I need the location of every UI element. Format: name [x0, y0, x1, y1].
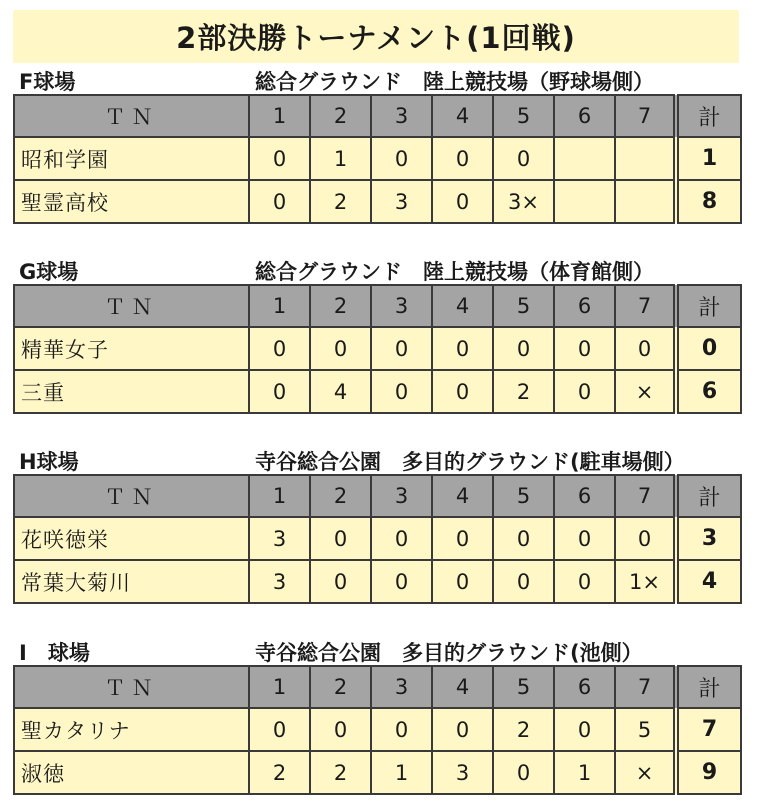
inning-header: 3 [371, 285, 432, 327]
team-row [14, 370, 741, 413]
total-score: 9 [676, 751, 741, 794]
inning-header: 4 [432, 475, 493, 517]
inning-header: 5 [493, 285, 554, 327]
team-name: 花咲徳栄 [14, 517, 249, 560]
inning-score: 0 [615, 517, 676, 560]
inning-header: 2 [310, 95, 371, 137]
team-name: 聖霊高校 [14, 180, 249, 223]
inning-score [615, 180, 676, 223]
inning-score: 2 [310, 751, 371, 794]
team-column-header: ＴＮ [14, 95, 249, 137]
inning-score: 0 [554, 370, 615, 413]
header-row [14, 475, 741, 517]
team-row [14, 560, 741, 603]
inning-score: 0 [554, 517, 615, 560]
total-score: 7 [676, 708, 741, 751]
total-score: 3 [676, 517, 741, 560]
inning-score: 0 [432, 327, 493, 370]
field-label: G球場 [19, 260, 79, 284]
inning-header: 5 [493, 95, 554, 137]
inning-score: 3 [249, 560, 310, 603]
field-section [13, 637, 778, 795]
inning-score: 0 [432, 708, 493, 751]
inning-score: 1× [615, 560, 676, 603]
team-name: 精華女子 [14, 327, 249, 370]
scoreboard-table [13, 665, 742, 795]
inning-score: 0 [554, 560, 615, 603]
team-row [14, 327, 741, 370]
inning-score: 0 [432, 560, 493, 603]
inning-header: 7 [615, 475, 676, 517]
inning-score: 0 [310, 560, 371, 603]
inning-score: 0 [432, 137, 493, 180]
total-score: 0 [676, 327, 741, 370]
inning-score: 2 [493, 708, 554, 751]
inning-score: 0 [432, 370, 493, 413]
inning-score: 1 [310, 137, 371, 180]
inning-score: 0 [493, 560, 554, 603]
inning-header: 1 [249, 285, 310, 327]
total-header: 計 [676, 475, 741, 517]
page-title: 2部決勝トーナメント(1回戦) [13, 10, 739, 63]
team-row [14, 708, 741, 751]
total-score: 1 [676, 137, 741, 180]
inning-score: 0 [432, 517, 493, 560]
inning-score: 0 [249, 370, 310, 413]
team-name: 淑徳 [14, 751, 249, 794]
inning-score [615, 137, 676, 180]
inning-score: 0 [310, 517, 371, 560]
inning-score: 0 [249, 327, 310, 370]
inning-header: 1 [249, 666, 310, 708]
inning-score: 2 [493, 370, 554, 413]
scoreboard-table [13, 94, 742, 224]
total-score: 6 [676, 370, 741, 413]
inning-score: 0 [371, 370, 432, 413]
field-label: F球場 [19, 70, 76, 94]
total-header: 計 [676, 95, 741, 137]
inning-header: 7 [615, 95, 676, 137]
inning-score: 0 [371, 327, 432, 370]
venue-label: 寺谷総合公園 多目的グラウンド(池側） [255, 641, 643, 665]
inning-score: 0 [493, 327, 554, 370]
inning-score: 4 [310, 370, 371, 413]
inning-score: 2 [249, 751, 310, 794]
venue-label: 総合グラウンド 陸上競技場（野球場側） [255, 70, 654, 94]
header-row [14, 666, 741, 708]
inning-score: 0 [554, 327, 615, 370]
inning-header: 7 [615, 285, 676, 327]
inning-score: 3 [432, 751, 493, 794]
field-section [13, 446, 778, 604]
header-row [14, 285, 741, 327]
field-label: H球場 [19, 450, 79, 474]
inning-score: 0 [554, 708, 615, 751]
inning-header: 2 [310, 475, 371, 517]
section-header [13, 256, 778, 282]
inning-header: 7 [615, 666, 676, 708]
scoreboard-table [13, 284, 742, 414]
team-column-header: ＴＮ [14, 285, 249, 327]
inning-score: 0 [432, 180, 493, 223]
inning-header: 1 [249, 95, 310, 137]
inning-score: 3× [493, 180, 554, 223]
team-name: 昭和学園 [14, 137, 249, 180]
inning-score: 1 [371, 751, 432, 794]
field-section [13, 256, 778, 414]
inning-score: × [615, 370, 676, 413]
scoreboard-table [13, 474, 742, 604]
section-header [13, 66, 778, 92]
inning-score: 0 [371, 137, 432, 180]
inning-header: 1 [249, 475, 310, 517]
inning-score: 0 [249, 708, 310, 751]
inning-score: 5 [615, 708, 676, 751]
section-header [13, 637, 778, 663]
inning-score: 0 [615, 327, 676, 370]
inning-header: 6 [554, 475, 615, 517]
inning-score: 3 [371, 180, 432, 223]
inning-score: 3 [249, 517, 310, 560]
inning-header: 2 [310, 666, 371, 708]
inning-score: × [615, 751, 676, 794]
team-row [14, 180, 741, 223]
field-section [13, 66, 778, 224]
inning-header: 4 [432, 285, 493, 327]
inning-header: 6 [554, 285, 615, 327]
team-column-header: ＴＮ [14, 666, 249, 708]
header-row [14, 95, 741, 137]
team-name: 常葉大菊川 [14, 560, 249, 603]
total-score: 4 [676, 560, 741, 603]
inning-header: 3 [371, 666, 432, 708]
inning-score: 0 [493, 137, 554, 180]
team-row [14, 137, 741, 180]
field-label: I 球場 [19, 641, 90, 665]
venue-label: 総合グラウンド 陸上競技場（体育館側） [255, 260, 654, 284]
team-column-header: ＴＮ [14, 475, 249, 517]
inning-header: 2 [310, 285, 371, 327]
inning-score: 0 [249, 180, 310, 223]
inning-score: 0 [493, 517, 554, 560]
team-name: 三重 [14, 370, 249, 413]
total-score: 8 [676, 180, 741, 223]
inning-score: 1 [554, 751, 615, 794]
venue-label: 寺谷総合公園 多目的グラウンド(駐車場側） [255, 450, 685, 474]
team-name: 聖カタリナ [14, 708, 249, 751]
section-header [13, 446, 778, 472]
inning-header: 5 [493, 666, 554, 708]
inning-score: 0 [249, 137, 310, 180]
inning-score: 0 [310, 708, 371, 751]
inning-score [554, 137, 615, 180]
inning-score: 0 [371, 560, 432, 603]
team-row [14, 751, 741, 794]
inning-score: 2 [310, 180, 371, 223]
inning-score: 0 [310, 327, 371, 370]
inning-header: 6 [554, 666, 615, 708]
inning-score: 0 [371, 708, 432, 751]
total-header: 計 [676, 285, 741, 327]
inning-header: 4 [432, 95, 493, 137]
inning-header: 4 [432, 666, 493, 708]
inning-score [554, 180, 615, 223]
team-row [14, 517, 741, 560]
inning-header: 6 [554, 95, 615, 137]
inning-header: 5 [493, 475, 554, 517]
inning-score: 0 [493, 751, 554, 794]
inning-header: 3 [371, 95, 432, 137]
inning-header: 3 [371, 475, 432, 517]
total-header: 計 [676, 666, 741, 708]
inning-score: 0 [371, 517, 432, 560]
